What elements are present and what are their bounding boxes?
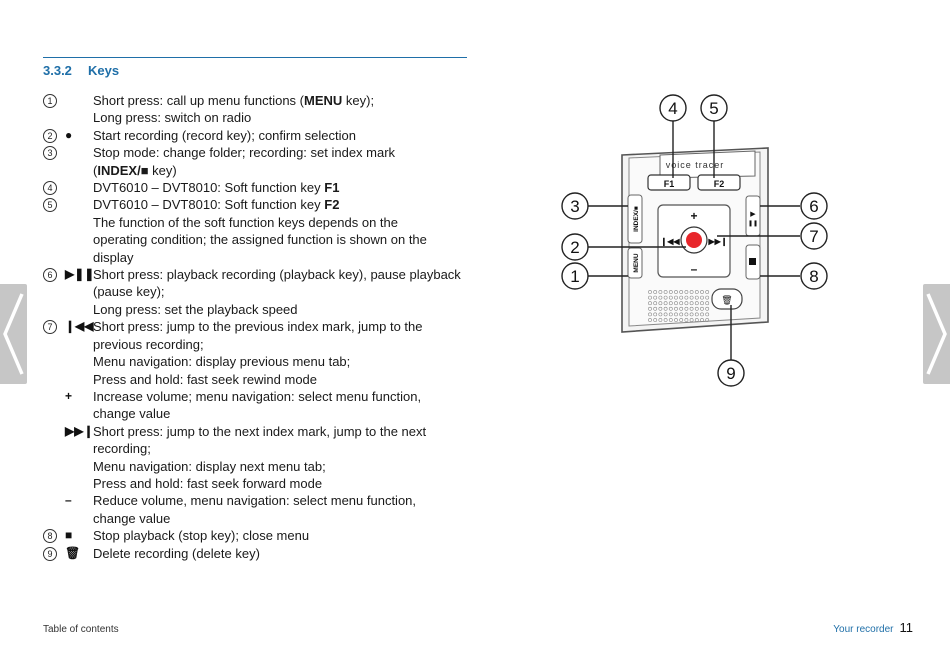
key-entry — [43, 388, 473, 423]
key-description-line: The function of the soft function keys depends on the — [93, 214, 398, 230]
key-marker — [43, 527, 91, 544]
svg-text:❙◀◀: ❙◀◀ — [660, 237, 680, 246]
key-description-line: change value — [93, 510, 171, 526]
key-number-badge: 2 — [43, 129, 57, 143]
key-marker — [43, 318, 94, 335]
key-entry — [43, 527, 473, 544]
key-entry — [43, 492, 473, 527]
key-description-line: Start recording (record key); confirm selection — [93, 127, 356, 143]
callout-label: 7 — [809, 227, 819, 246]
key-description-line: change value — [93, 406, 171, 422]
section-rule — [43, 57, 467, 58]
callout-label: 8 — [809, 267, 819, 286]
key-description-line: Press and hold: fast seek forward mode — [93, 475, 323, 491]
key-description-line: Long press: set the playback speed — [93, 301, 298, 317]
callout-label: 1 — [570, 267, 580, 286]
key-description-line: (INDEX/■ key) — [93, 162, 177, 178]
chapter-name: Your recorder — [833, 624, 894, 635]
key-description-line: operating condition; the assigned function is shown on the — [93, 232, 427, 248]
callout-label: 3 — [570, 197, 580, 216]
callout-label: 5 — [709, 99, 719, 118]
key-description-line: Short press: call up menu functions (MENU key); — [93, 93, 375, 108]
key-entry — [43, 266, 473, 318]
key-description-line: Short press: jump to the next index mark, jump to the next — [93, 423, 427, 439]
key-symbol-icon: ▶❚❚ — [65, 267, 95, 282]
svg-text:▶▶❙: ▶▶❙ — [708, 237, 728, 246]
key-entry — [43, 179, 473, 196]
callout-label: 6 — [809, 197, 819, 216]
callout-label: 4 — [668, 99, 678, 118]
key-description-line: Press and hold: fast seek rewind mode — [93, 371, 318, 387]
svg-text:▶: ▶ — [750, 211, 756, 218]
key-symbol-icon: + — [65, 388, 73, 403]
key-marker — [43, 492, 91, 509]
key-marker — [43, 144, 91, 161]
svg-text:+: + — [690, 209, 698, 223]
svg-text:F2: F2 — [713, 179, 725, 189]
section-number: 3.3.2 — [43, 63, 72, 78]
callout-label: 9 — [726, 364, 736, 383]
chevron-right-icon — [923, 284, 950, 384]
key-marker — [43, 127, 91, 144]
key-description-line: Short press: jump to the previous index mark, jump to the — [93, 319, 423, 335]
key-marker — [43, 92, 91, 109]
key-description-line: recording; — [93, 441, 151, 457]
key-description-line: Stop mode: change folder; recording: set index mark — [93, 145, 396, 161]
section-heading — [43, 63, 119, 78]
key-description-line: Short press: playback recording (playback key), pause playback — [93, 267, 461, 283]
key-marker — [43, 179, 91, 196]
key-description-line: Menu navigation: display next menu tab; — [93, 458, 326, 474]
key-marker — [43, 388, 91, 405]
prev-page-button[interactable] — [0, 284, 27, 384]
key-number-badge: 5 — [43, 198, 57, 212]
key-marker — [43, 196, 91, 213]
key-description-line: previous recording; — [93, 336, 204, 352]
key-symbol-icon: ▶▶❙ — [65, 423, 94, 438]
key-entry — [43, 92, 473, 127]
svg-text:❚❚: ❚❚ — [747, 221, 759, 227]
key-marker — [43, 423, 94, 440]
key-entry — [43, 144, 473, 179]
key-symbol-icon: ● — [65, 127, 73, 142]
svg-text:INDEX/■: INDEX/■ — [633, 206, 640, 232]
key-description-line: Reduce volume, menu navigation: select menu function, — [93, 493, 417, 509]
table-of-contents-link[interactable]: Table of contents — [43, 624, 119, 635]
key-number-badge: 9 — [43, 547, 57, 561]
key-description-line: Stop playback (stop key); close menu — [93, 528, 310, 544]
key-number-badge: 3 — [43, 146, 57, 160]
svg-text:MENU: MENU — [633, 253, 640, 273]
callout-label: 2 — [570, 238, 580, 257]
key-entry — [43, 196, 473, 266]
svg-text:🗑: 🗑 — [721, 295, 733, 305]
key-marker — [43, 266, 95, 283]
key-entry — [43, 423, 473, 493]
key-number-badge: 6 — [43, 268, 57, 282]
key-description-line: Menu navigation: display previous menu tab; — [93, 354, 351, 370]
key-symbol-icon: 🗑 — [65, 545, 81, 560]
key-description-line: (pause key); — [93, 284, 165, 300]
section-title: Keys — [88, 63, 120, 78]
key-description-line: Delete recording (delete key) — [93, 545, 260, 561]
next-page-button[interactable] — [923, 284, 950, 384]
key-symbol-icon: ■ — [65, 528, 73, 543]
key-description-line: DVT6010 – DVT8010: Soft function key F1 — [93, 180, 340, 196]
key-entry — [43, 545, 473, 562]
chevron-left-icon — [0, 284, 27, 384]
key-symbol-icon: – — [65, 493, 72, 508]
key-description-line: Increase volume; menu navigation: select menu function, — [93, 388, 422, 404]
key-number-badge: 4 — [43, 181, 57, 195]
key-number-badge: 1 — [43, 94, 57, 108]
key-entry — [43, 127, 473, 144]
recorder-diagram — [556, 88, 846, 388]
svg-text:–: – — [690, 262, 698, 276]
svg-text:F1: F1 — [663, 179, 675, 189]
key-list — [43, 92, 473, 562]
page-number: 11 — [899, 620, 913, 635]
key-number-badge: 8 — [43, 529, 57, 543]
key-symbol-icon: ❙◀◀ — [65, 319, 94, 334]
key-number-badge: 7 — [43, 320, 57, 334]
key-description-line: Long press: switch on radio — [93, 110, 252, 126]
key-marker — [43, 545, 91, 562]
page-footer — [833, 620, 913, 635]
key-description-line: display — [93, 249, 134, 265]
key-entry — [43, 318, 473, 388]
brand-label: voice tracer — [665, 160, 725, 170]
key-description-line: DVT6010 – DVT8010: Soft function key F2 — [93, 197, 340, 213]
